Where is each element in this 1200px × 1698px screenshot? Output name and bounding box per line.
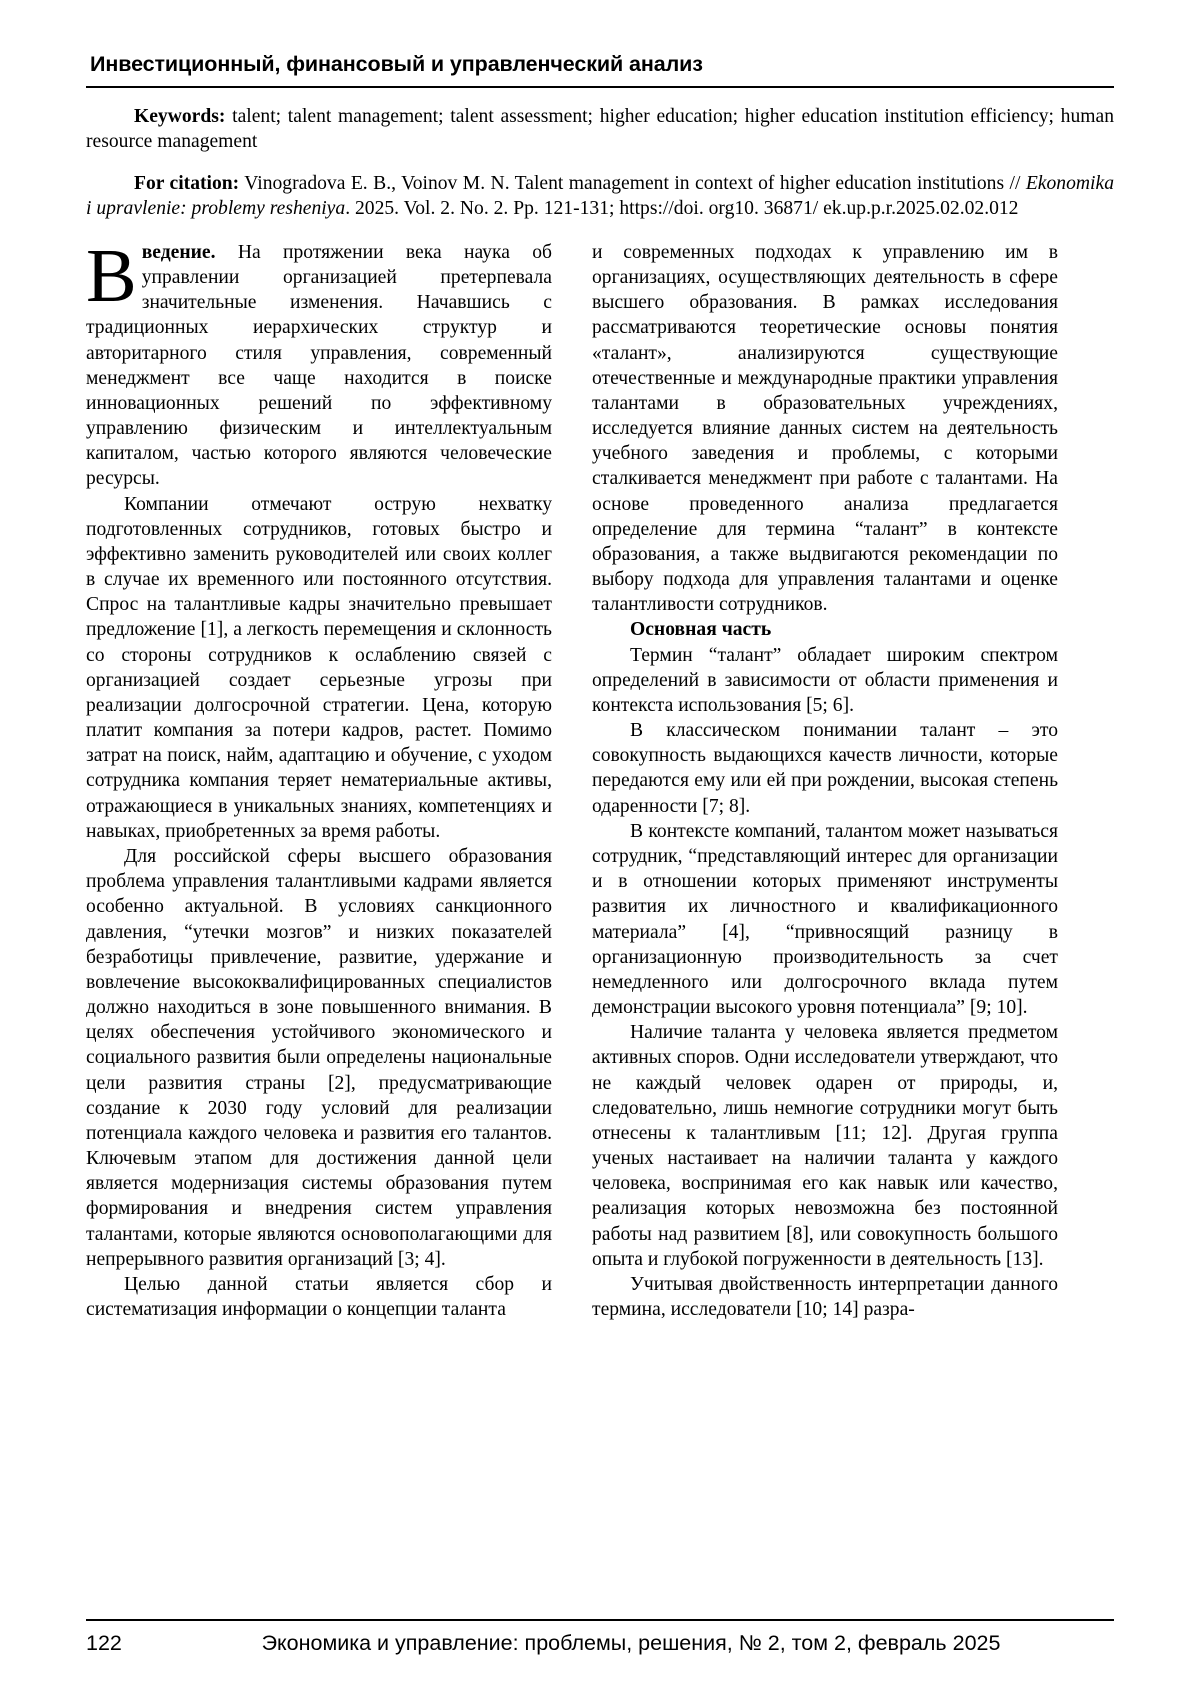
intro-lead: ведение.	[141, 241, 216, 263]
intro-paragraph	[86, 233, 552, 492]
keywords-label: Keywords:	[134, 106, 226, 127]
paragraph: Учитывая двойственность интерпретации данного термина, исследователи [10; 14] разра-	[592, 1273, 1058, 1321]
footer-divider	[86, 1619, 1114, 1621]
citation-label: For citation:	[134, 172, 240, 194]
intro-rest: На протяжении века наука об управлении организацией претерпевала значительные изменения. Начавшись с традиционных иерархических структур и авторитарного стиля управления, современный менеджмент все чаще находится в поиске инновационных решений по эффективному управлению физическим и интеллектуальным капиталом, частью которого являются человеческие ресурсы.	[86, 241, 552, 490]
header-divider	[86, 86, 1114, 88]
paragraph: В контексте компаний, талантом может называться сотрудник, “представляющий интерес для организации и в отношении которых применяют инструменты развития их личностного и квалификационного материала” [4], “привносящий разницу в организационную производительность за счет немедленного или долгосрочного вклада путем демонстрации высокого уровня потенциала” [9; 10].	[592, 820, 1058, 1019]
body-columns	[86, 233, 1114, 1485]
paragraph-continued: и современных подходах к управлению им в организациях, осуществляющих деятельность в сфере высшего образования. В рамках исследования рассматриваются теоретические основы понятия «талант», анализируются существующие отечественные и международные практики управления талантами в образовательных учреждениях, исследуется влияние данных систем на деятельность учебного заведения и проблемы, с которыми сталкивается менеджмент при работе с талантами. На основе проведенного анализа предлагается определение для термина “талант” в контексте образования, а также выдвигаются рекомендации по выбору подхода для управления талантами и оценке талантливости сотрудников.	[592, 241, 1058, 616]
section-subheading: Основная часть	[630, 619, 772, 641]
paragraph: Термин “талант” обладает широким спектром определений в зависимости от области применения и контекста использования [5; 6].	[592, 644, 1058, 716]
left-column	[86, 233, 552, 1485]
paragraph: В классическом понимании талант – это совокупность выдающихся качеств личности, которые передаются ему или ей при рождении, высокая степень одаренности [7; 8].	[592, 720, 1058, 817]
paragraph: Для российской сферы высшего образования проблема управления талантливыми кадрами является особенно актуальной. В условиях санкционного давления, “утечки мозгов” и низких показателей безработицы привлечение, развитие, удержание и вовлечение высококвалифицированных специалистов должно находиться в зоне повышенного внимания. В целях обеспечения устойчивого экономического и социального развития были определены национальные цели развития страны [2], предусматривающие создание к 2030 году условий для реализации потенциала каждого человека и развития его талантов. Ключевым этапом для достижения данной цели является модернизация системы образования путем формирования и внедрения систем управления талантами, которые являются основополагающими для непрерывного развития организаций [3; 4].	[86, 846, 552, 1270]
citation-rest: . 2025. Vol. 2. No. 2. Pp. 121-131; https://doi. org10. 36871/ ek.up.p.r.2025.02.02.012	[345, 198, 1019, 220]
journal-footer-title: Экономика и управление: проблемы, решения, № 2, том 2, февраль 2025	[261, 1631, 1001, 1655]
citation-paragraph	[86, 171, 1114, 222]
paragraph: Компании отмечают острую нехватку подготовленных сотрудников, готовых быстро и эффективно заменить руководителей или своих коллег в случае их временного или постоянного отсутствия. Спрос на талантливые кадры значительно превышает предложение [1], а легкость перемещения и склонность со стороны сотрудников к ослаблению связей с организацией создает серьезные угрозы при реализации долгосрочной стратегии. Цена, которую платит компания за потери кадров, растет. Помимо затрат на поиск, найм, адаптацию и обучение, с уходом сотрудника компания теряет нематериальные активы, отражающиеся в уникальных знаниях, компетенциях и навыках, приобретенных за время работы.	[86, 493, 552, 842]
running-head: Инвестиционный, финансовый и управленческий анализ	[90, 52, 703, 76]
paragraph: Целью данной статьи является сбор и систематизация информации о концепции таланта	[86, 1273, 552, 1321]
keywords-text: talent; talent management; talent assessment; higher education; higher education institution efficiency; human resource management	[86, 106, 1114, 153]
page-number: 122	[86, 1631, 122, 1655]
paragraph: Наличие таланта у человека является предметом активных споров. Одни исследователи утверждают, что не каждый человек одарен от природы, и, следовательно, лишь немногие сотрудники могут быть отнесены к талантливым [11; 12]. Другая группа ученых настаивает на наличии таланта у каждого человека, воспринимая его как навык или качество, реализация которых невозможна без постоянной работы над развитием [8], или совокупность большого опыта и глубокой погруженности в деятельность [13].	[592, 1022, 1058, 1270]
article-meta	[86, 104, 1114, 222]
keywords-paragraph	[86, 104, 1114, 155]
page-footer	[86, 1619, 1114, 1656]
citation-journal: Ekonomika i upravlenie: problemy resheniya	[86, 172, 1114, 220]
right-column	[592, 240, 1058, 1485]
drop-cap: В	[86, 233, 137, 318]
citation-authors: Vinogradova E. B., Voinov M. N. Talent management in context of higher education institutions //	[239, 172, 1026, 194]
